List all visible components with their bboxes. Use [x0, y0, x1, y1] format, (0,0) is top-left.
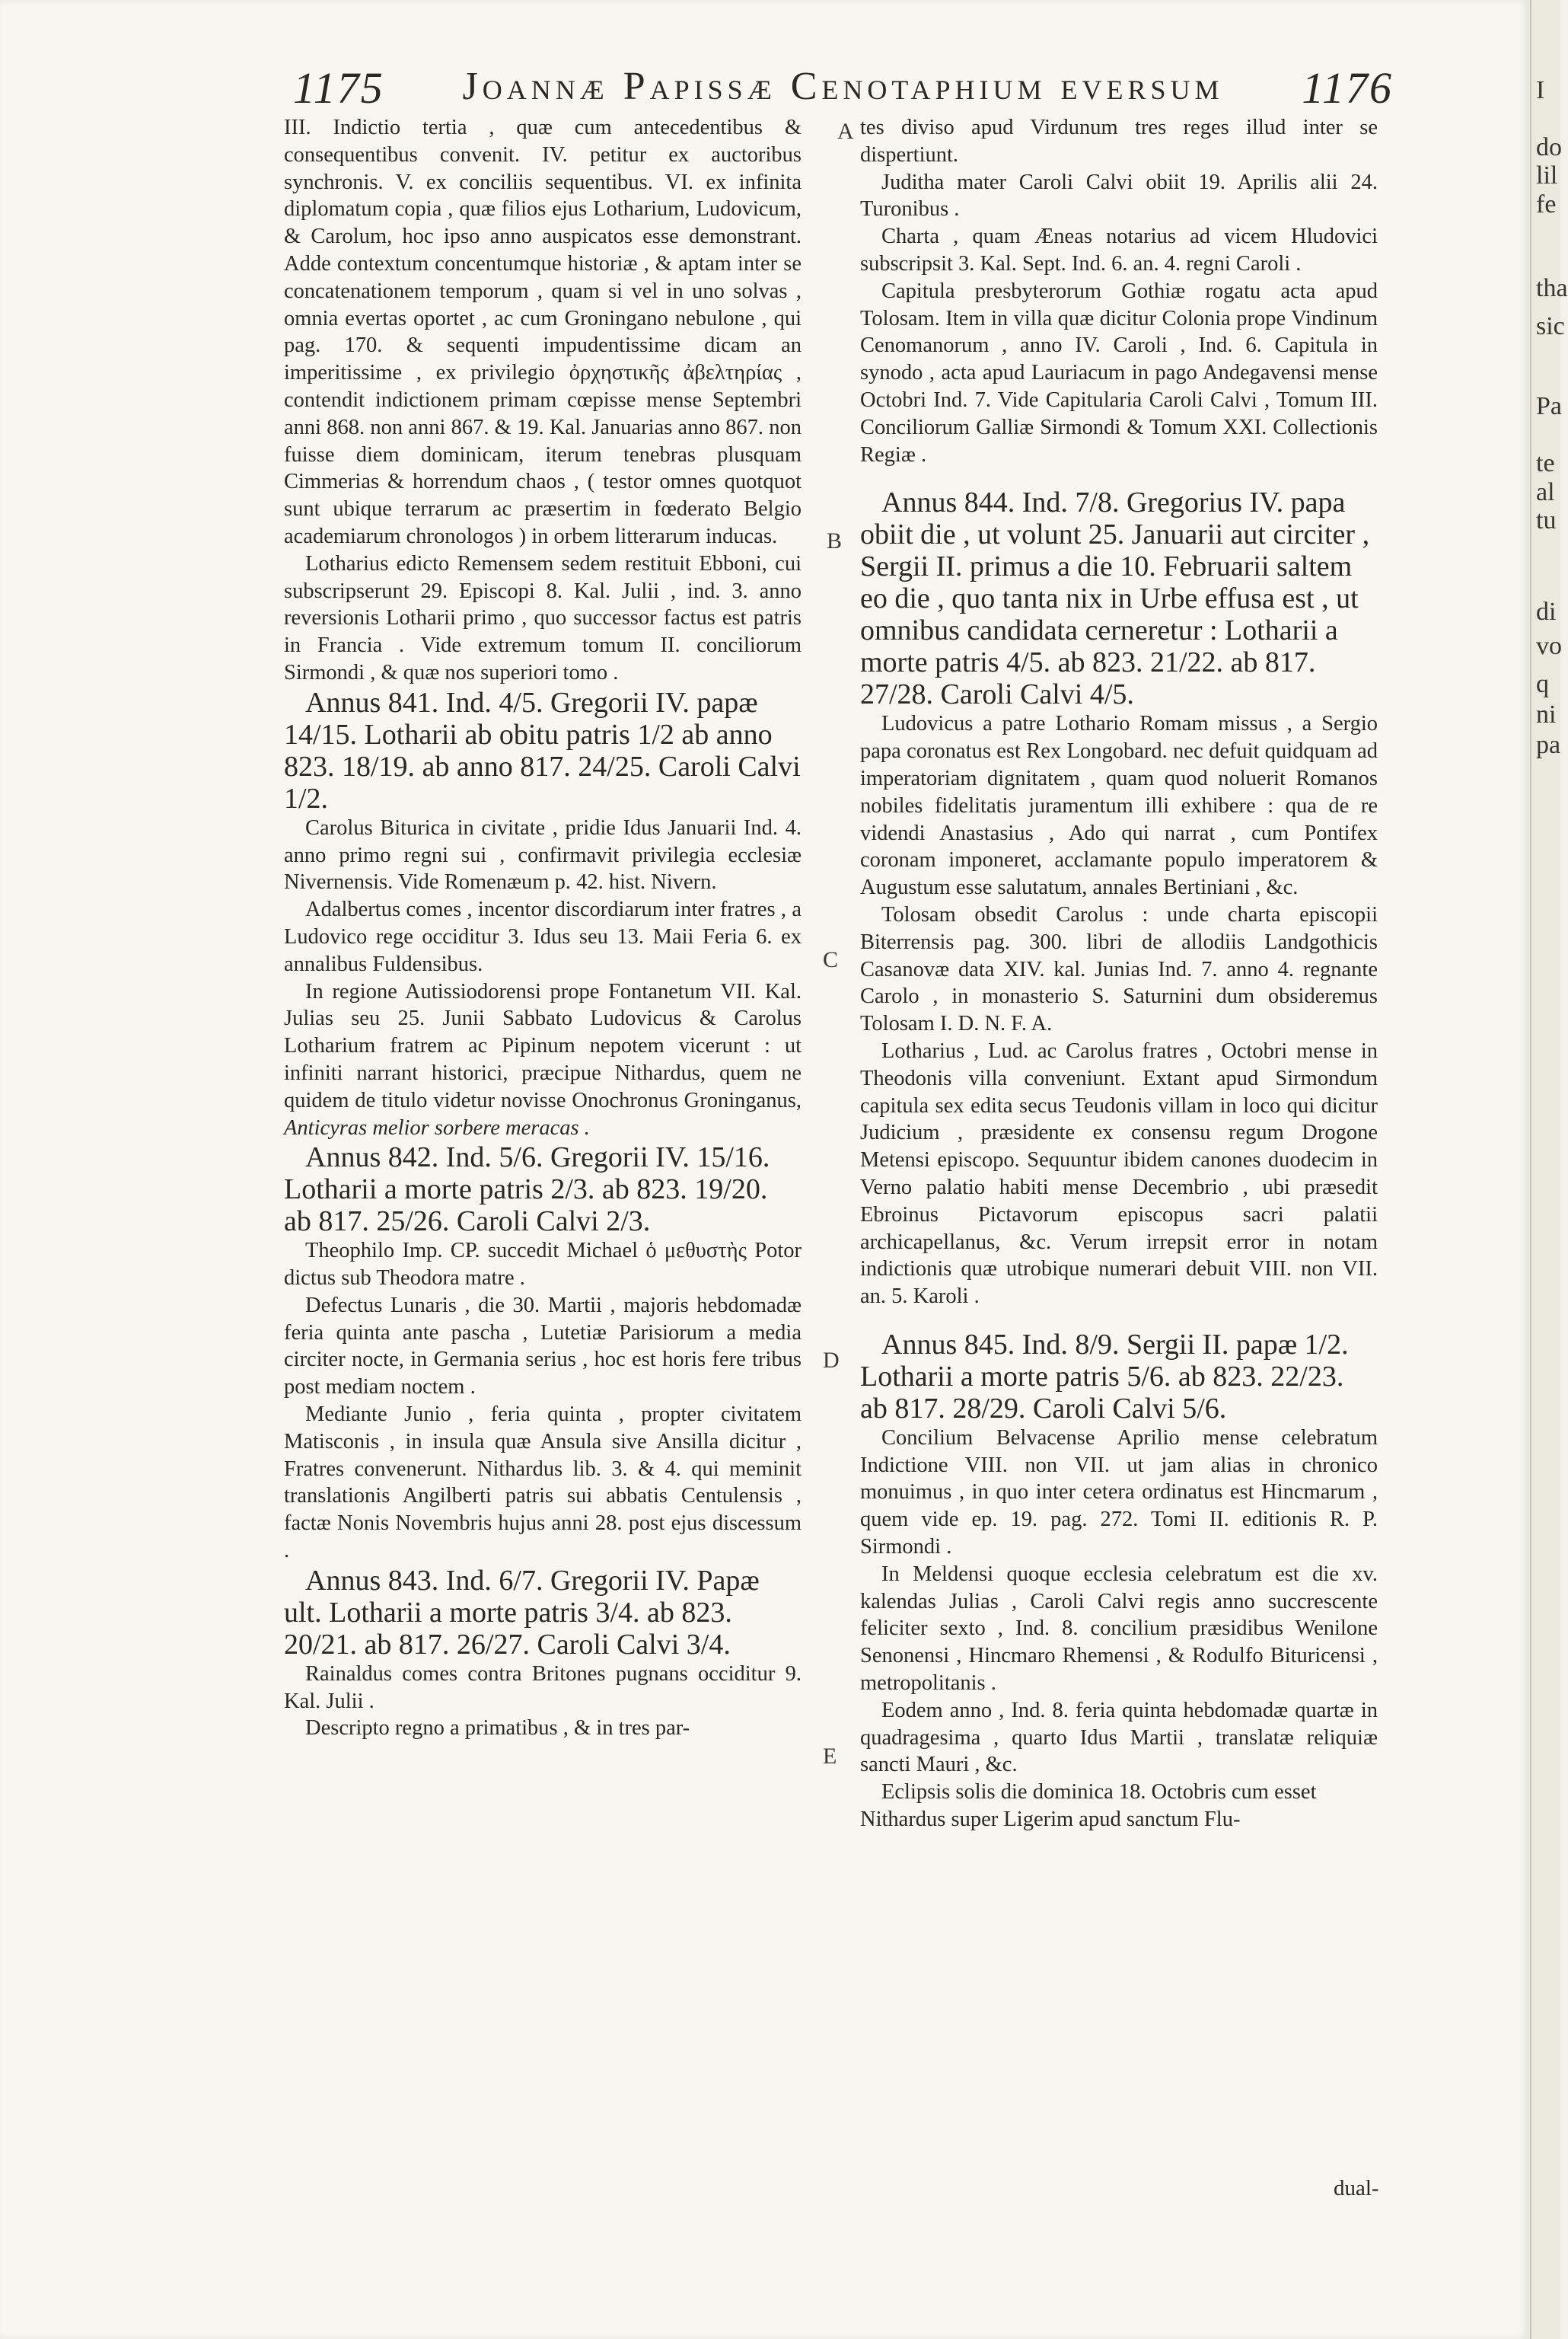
year-heading-845: Annus 845. Ind. 8/9. Sergii II. papæ 1/2. Lotharii a morte patris 5/6. ab 823. 22/23. ab 817. 28/29. Caroli Calvi 5/6. — [860, 1328, 1349, 1425]
fragment: di — [1536, 598, 1557, 626]
paragraph — [284, 978, 802, 1142]
fragment: tha — [1536, 274, 1568, 302]
paragraph: Ludovicus a patre Lothario Romam missus , a Sergio papa coronatus est Rex Longobard. nec defuit quidquam ad imperatoriam dignitatem , quam quod noluerit Romanos nobiles fidelitatis juramentum illi exhibere : qua de re videndi Anastasius , Ado qui narrat , cum Pontifex coronam imponeret, acclamante populo imperatorem & Augustum esse salutatum, annales Bertiniani , &c. — [860, 712, 1378, 900]
running-header — [293, 62, 1393, 116]
margin-letter-e: E — [823, 1744, 837, 1769]
page-number-right: 1176 — [1302, 63, 1393, 113]
fragment: do — [1536, 133, 1562, 161]
paragraph: III. Indictio tertia , quæ cum antecedentibus & consequentibus convenit. IV. petitur ex auctoribus synchronis. V. ex conciliis sequentibus. VI. ex infinita diplomatum copia , quæ filios ejus Lotharium, Ludovicum, & Carolum, hoc ipso anno auspicatos esse demonstrant. Adde contextum concentumque historiæ , & aptam inter se concatenationem temporum , quam si vel in uno solvas , omnia evertas oportet , ac cum Groningano nebulone , qui pag. 170. & sequenti impudentissime dicam an imperitissime , ex privilegio ὀρχηστικῆς ἀβελτηρίας , contendit indictionem primam cœpisse mense Septembri anni 868. non anni 867. & 19. Kal. Januarias anno 867. non fuisse diem dominicam, iterum tenebras plusquam Cimmerias & horrendum chaos , ( testor omnes quotquot sunt ubique terrarum ac præsertim in fœderato Belgio academiarum chronologos ) in orbem litterarum inducas. — [284, 116, 802, 548]
margin-letter-c: C — [823, 947, 839, 972]
paragraph: Tolosam obsedit Carolus : unde charta episcopii Biterrensis pag. 300. libri de allodiis Landgothicis Casanovæ data XIV. kal. Junias Ind. 7. anno 4. regnante Carolo , in monasterio S. Saturnini dum obsideremus Tolosam I. D. N. F. A. — [860, 902, 1378, 1036]
year-heading-844: Annus 844. Ind. 7/8. Gregorius IV. papa obiit die , ut volunt 25. Januarii aut circiter , Sergii II. primus a die 10. Februarii saltem eo die , quo tanta nix in Urbe effusa est , ut omnibus candidata cerneretur : Lotharii a morte patris 4/5. ab 823. 21/22. ab 817. 27/28. Caroli Calvi 4/5. — [860, 487, 1370, 711]
year-heading-842: Annus 842. Ind. 5/6. Gregorii IV. 15/16. Lotharii a morte patris 2/3. ab 823. 19/20. ab 817. 25/26. Caroli Calvi 2/3. — [284, 1141, 770, 1238]
fragment: ni — [1536, 700, 1557, 729]
paragraph: Charta , quam Æneas notarius ad vicem Hludovici subscripsit 3. Kal. Sept. Ind. 6. an. 4. regni Caroli . — [860, 225, 1378, 276]
paragraph: Lotharius , Lud. ac Carolus fratres , Octobri mense in Theodonis villa conveniunt. Extant apud Sirmondum capitula sex edita secus Teudonis villam in loco qui dicitur Judicium , præsidente ex consensu regum Drogone Metensi episcopo. Sequuntur ibidem canones duodecim in Verno palatio habiti mense Decembrio , ubi præsedit Ebroinus Pictavorum episcopus sacri palatii archicapellanus, &c. Verum irrepsit error in notam indictionis quæ utrobique numerari debuit VIII. non VII. an. 5. Karoli . — [860, 1039, 1378, 1309]
margin-letter-d: D — [823, 1348, 840, 1373]
fragment: q — [1536, 670, 1549, 698]
fragment: Pa — [1536, 392, 1562, 420]
paragraph: Defectus Lunaris , die 30. Martii , majoris hebdomadæ feria quinta ante pascha , Lutetiæ Parisiorum a media circiter nocte, in Germania serius , hoc est horis fere tribus post mediam noctem . — [284, 1293, 802, 1399]
paragraph: Mediante Junio , feria quinta , propter civitatem Matisconis , in insula quæ Ansula sive Ansilla dicitur , Fratres convenerunt. Nithardus lib. 3. & 4. qui meminit translationis Angilberti patris sui abbatis Centulensis , factæ Nonis Novembris hujus anni 28. post ejus discessum . — [284, 1402, 802, 1563]
fragment: sic — [1536, 312, 1565, 340]
paragraph: Adalbertus comes , incentor discordiarum inter fratres , a Ludovico rege occiditur 3. Idus seu 13. Maii Feria 6. ex annalibus Fuldensibus. — [284, 898, 802, 976]
paragraph-text: In regione Autissiodorensi prope Fontanetum VII. Kal. Julias seu 25. Junii Sabbato Ludovicus & Carolus Lotharium fratrem ac Pipinum nepotem vicerunt : ut infiniti narrant historici, præcipue Nithardus, quem ne quidem de titulo videtur novisse Onochronus Groninganus, — [284, 979, 802, 1112]
paragraph: Carolus Biturica in civitate , pridie Idus Januarii Ind. 4. anno primo regni sui , confirmavit privilegia ecclesiæ Nivernensis. Vide Romenæum p. 42. hist. Nivern. — [284, 815, 802, 895]
year-heading-841: Annus 841. Ind. 4/5. Gregorii IV. papæ 14/15. Lotharii ab obitu patris 1/2 ab anno 823. 18/19. ab anno 817. 24/25. Caroli Calvi 1/2. — [284, 686, 801, 815]
left-column — [284, 114, 802, 2086]
paragraph: Concilium Belvacense Aprilio mense celebratum Indictione VIII. non VII. ut jam alias in chronico monuimus , in quo inter cetera ordinatus est Hincmarum , quem vide ep. 19. pag. 272. Tomi II. editionis R. P. Sirmondi . — [860, 1425, 1378, 1559]
catchword: dual- — [1334, 2176, 1379, 2200]
fragment: lil — [1536, 161, 1558, 190]
paragraph: tes diviso apud Virdunum tres reges illud inter se dispertiunt. — [860, 116, 1378, 167]
margin-letter-b: B — [827, 528, 843, 554]
page-number-left: 1175 — [293, 63, 384, 113]
fragment: tu — [1536, 506, 1557, 534]
paragraph: Theophilo Imp. CP. succedit Michael ὁ μεθυστὴς Potor dictus sub Theodora matre . — [284, 1239, 802, 1291]
paragraph: Juditha mater Caroli Calvi obiit 19. Aprilis alii 24. Turonibus . — [860, 170, 1378, 222]
paragraph: Rainaldus comes contra Britones pugnans occiditur 9. Kal. Julii . — [284, 1661, 802, 1713]
next-page-edge — [1530, 0, 1568, 2339]
fragment: pa — [1536, 731, 1561, 759]
fragment: al — [1536, 478, 1555, 506]
fragment: fe — [1536, 190, 1557, 219]
paragraph: Descripto regno a primatibus , & in tres par- — [305, 1716, 690, 1741]
fragment: I — [1536, 76, 1545, 104]
paragraph: Eodem anno , Ind. 8. feria quinta hebdomadæ quartæ in quadragesima , quarto Idus Martii , translatæ reliquiæ sancti Mauri , &c. — [860, 1698, 1378, 1777]
year-heading-843: Annus 843. Ind. 6/7. Gregorii IV. Papæ ult. Lotharii a morte patris 3/4. ab 823. 20/21. ab 817. 26/27. Caroli Calvi 3/4. — [284, 1564, 760, 1661]
fragment: vo — [1536, 632, 1562, 660]
paragraph: In Meldensi quoque ecclesia celebratum est die xv. kalendas Julias , Caroli Calvi regis anno succrescente feliciter sexto , Ind. 8. concilium præsidibus Wenilone Senonensi , Hincmaro Rhemensi , & Rodulfo Bituricensi , metropolitanis . — [860, 1562, 1378, 1696]
margin-letter-a: A — [837, 119, 854, 144]
fragment: te — [1536, 449, 1555, 477]
paragraph: Lotharius edicto Remensem sedem restituit Ebboni, cui subscripserunt 29. Episcopi 8. Kal. Julii , ind. 3. anno reversionis Lotharii primo , quo successor factus est patris in Francia . Vide extremum tomum II. conciliorum Sirmondi , & quæ nos superiori tomo . — [284, 551, 802, 684]
paragraph: Eclipsis solis die dominica 18. Octobris cum esset Nithardus super Ligerim apud sanctum Flu- — [860, 1780, 1317, 1832]
quotation: Anticyras melior sorbere meracas . — [284, 1115, 590, 1140]
right-column — [860, 114, 1378, 2216]
paragraph: Capitula presbyterorum Gothiæ rogatu acta apud Tolosam. Item in villa quæ dicitur Colonia prope Vindinum Cenomanorum , anno IV. Caroli , Ind. 6. Capitula in synodo , acta apud Lauriacum in pago Andegavensi mense Octobri Ind. 7. Vide Capitularia Caroli Calvi , Tomum III. Conciliorum Galliæ Sirmondi & Tomum XXI. Collectionis Regiæ . — [860, 279, 1378, 467]
running-title: Joannæ Papissæ Cenotaphium eversum — [462, 65, 1224, 108]
